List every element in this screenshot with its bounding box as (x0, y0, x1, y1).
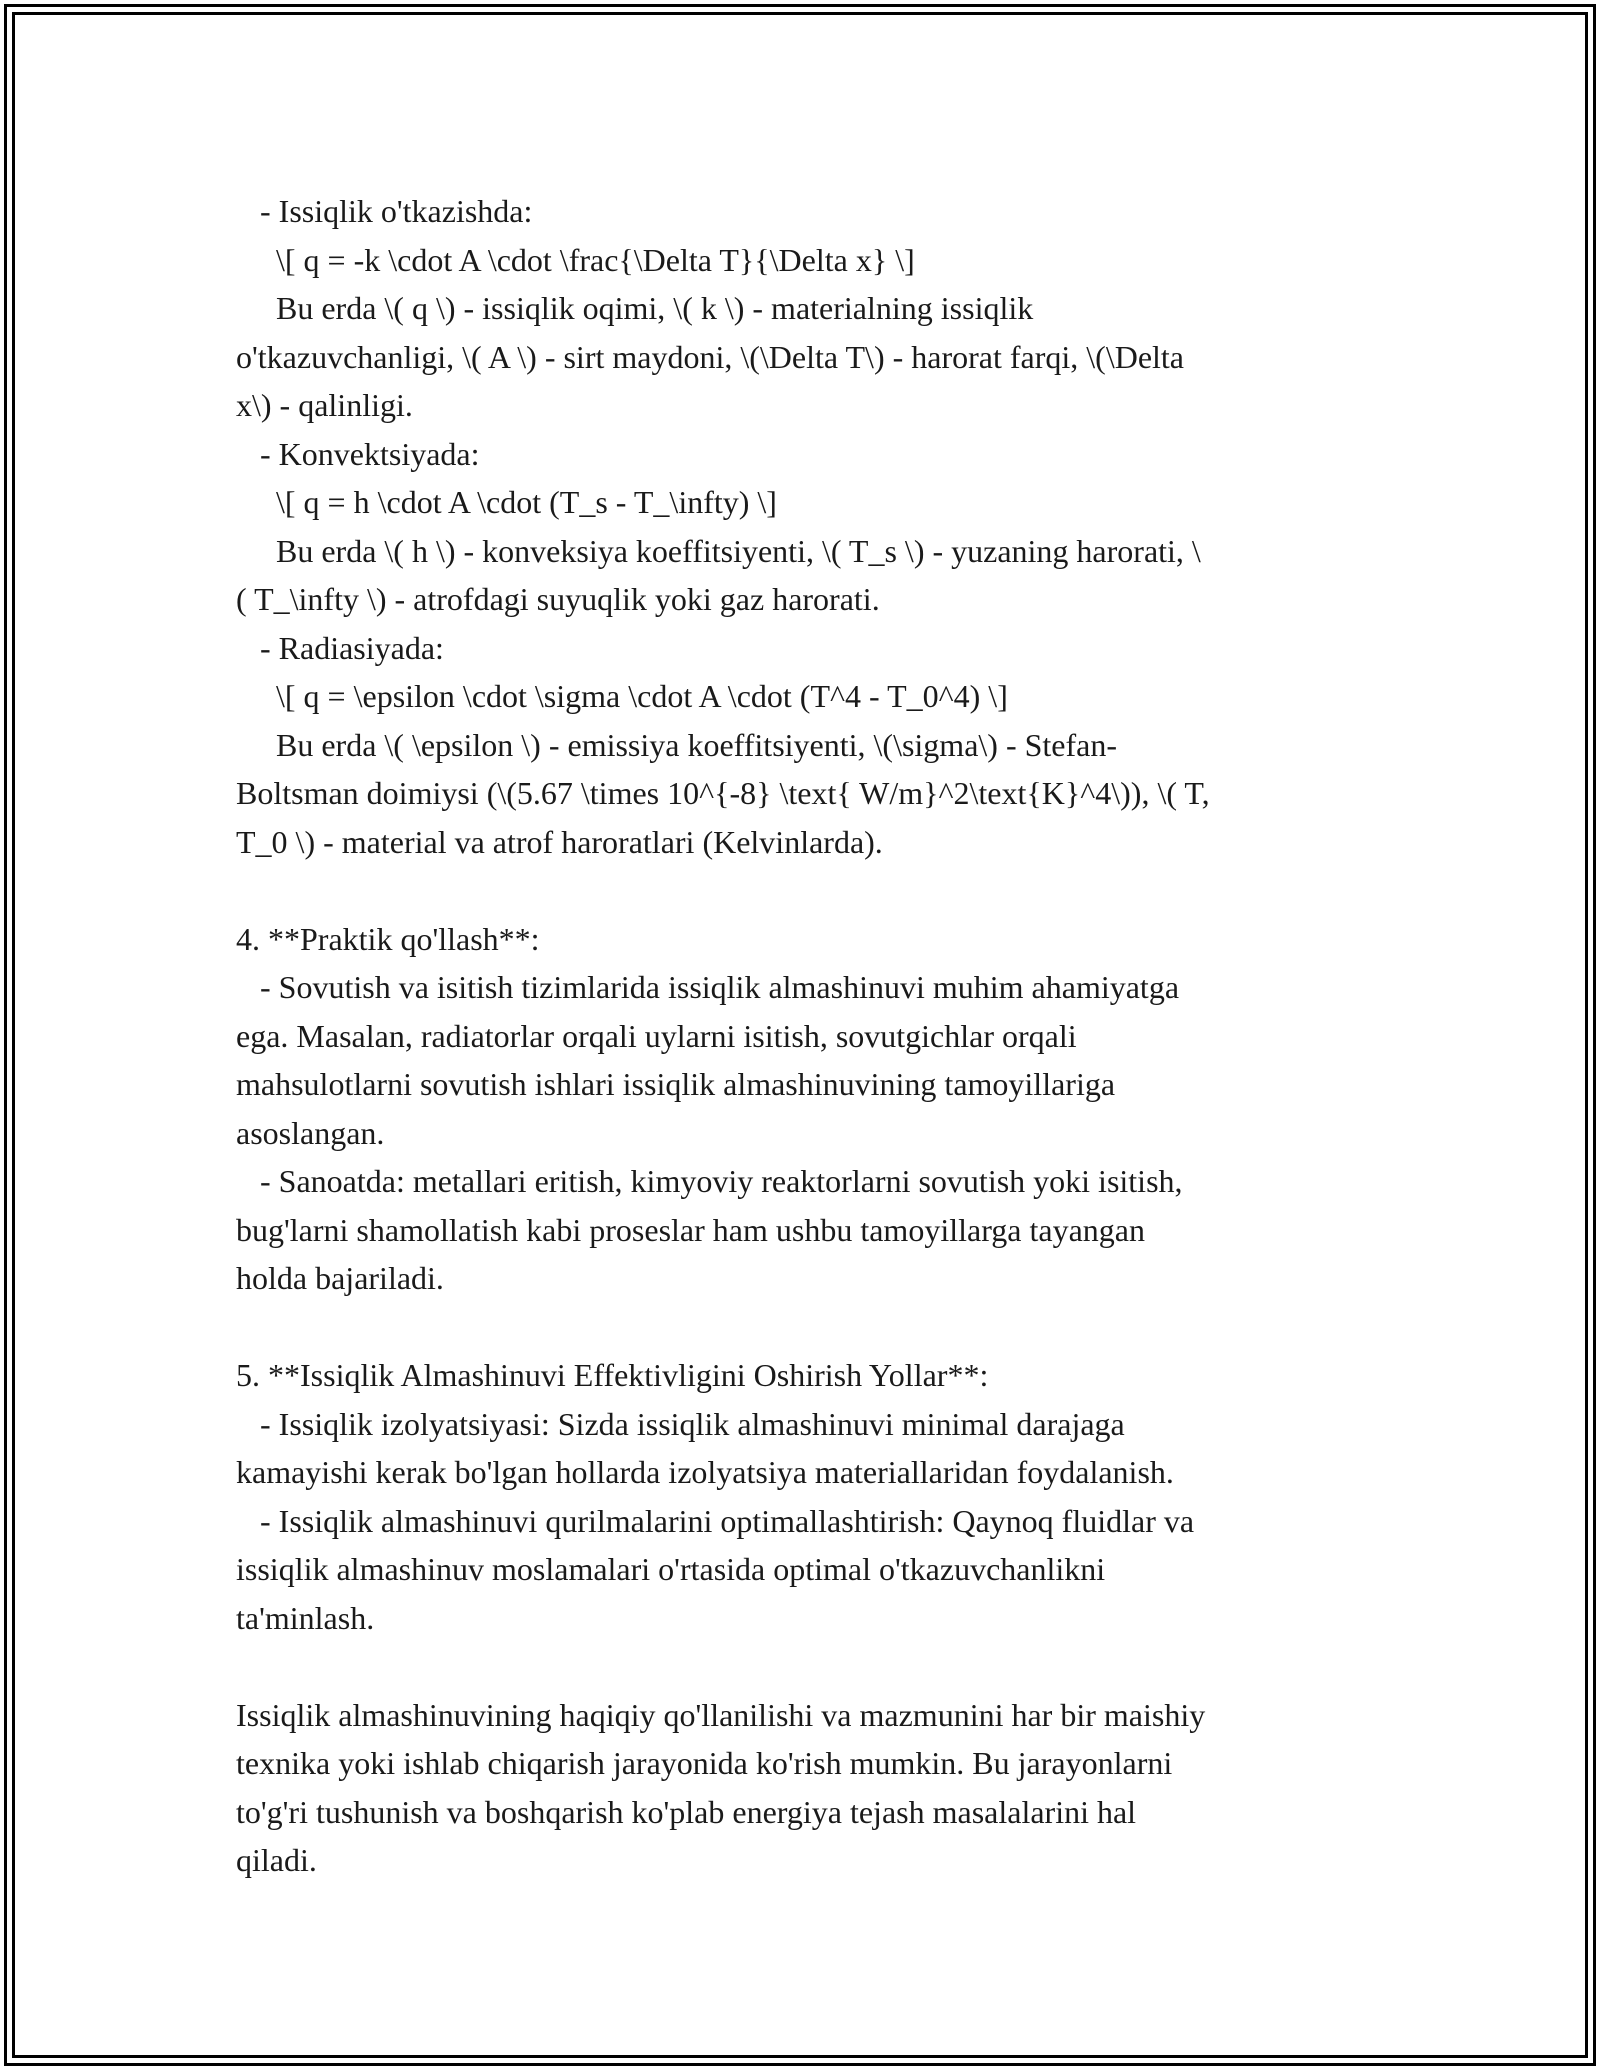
text-line: Bu erda \( \epsilon \) - emissiya koeffitsiyenti, \(\sigma\) - Stefan- (236, 726, 1117, 763)
text-line: - Konvektsiyada: (236, 435, 480, 472)
document-text (236, 187, 1366, 1885)
text-line: \[ q = h \cdot A \cdot (T_s - T_\infty) \] (236, 484, 777, 520)
text-line: to'g'ri tushunish va boshqarish ko'plab energiya tejash masalalarini hal (236, 1793, 1137, 1830)
text-line: o'tkazuvchanligi, \( A \) - sirt maydoni, \(\Delta T\) - harorat farqi, \(\Delta (236, 338, 1184, 375)
text-line: asoslangan. (236, 1114, 385, 1151)
text-line: - Sanoatda: metallari eritish, kimyoviy reaktorlarni sovutish yoki isitish, (236, 1163, 1183, 1199)
text-line: Bu erda \( h \) - konveksiya koeffitsiyenti, \( T_s \) - yuzaning harorati, \ (236, 532, 1201, 569)
text-line: 5. **Issiqlik Almashinuvi Effektivligini Oshirish Yollar**: (236, 1357, 989, 1393)
text-line: kamayishi kerak bo'lgan hollarda izolyatsiya materiallaridan foydalanish. (236, 1454, 1174, 1490)
blank-line (236, 1303, 1366, 1352)
text-line: issiqlik almashinuv moslamalari o'rtasida optimal o'tkazuvchanlikni (236, 1551, 1106, 1587)
text-line: - Sovutish va isitish tizimlarida issiqlik almashinuvi muhim ahamiyatga (236, 969, 1180, 1005)
blank-line (236, 1642, 1366, 1691)
text-line: - Issiqlik o'tkazishda: (236, 193, 533, 229)
blank-line (236, 866, 1366, 915)
text-line: Issiqlik almashinuvining haqiqiy qo'llanilishi va mazmunini har bir maishiy (236, 1696, 1206, 1733)
text-line: - Issiqlik almashinuvi qurilmalarini optimallashtirish: Qaynoq fluidlar va (236, 1502, 1195, 1539)
text-line: - Issiqlik izolyatsiyasi: Sizda issiqlik almashinuvi minimal darajaga (236, 1405, 1125, 1442)
text-line: ta'minlash. (236, 1599, 375, 1636)
text-line: texnika yoki ishlab chiqarish jarayonida ko'rish mumkin. Bu jarayonlarni (236, 1745, 1173, 1781)
text-line: Boltsman doimiysi (\(5.67 \times 10^{-8} \text{ W/m}^2\text{K}^4\)), \( T, (236, 775, 1210, 811)
text-line: \[ q = \epsilon \cdot \sigma \cdot A \cdot (T^4 - T_0^4) \] (236, 678, 1008, 714)
text-line: holda bajariladi. (236, 1260, 444, 1296)
text-line: 4. **Praktik qo'llash**: (236, 920, 540, 957)
text-line: T_0 \) - material va atrof haroratlari (Kelvinlarda). (236, 823, 883, 860)
text-line: bug'larni shamollatish kabi proseslar ham ushbu tamoyillarga tayangan (236, 1211, 1145, 1248)
text-line: Bu erda \( q \) - issiqlik oqimi, \( k \) - materialning issiqlik (236, 290, 1034, 326)
text-line: \[ q = -k \cdot A \cdot \frac{\Delta T}{\Delta x} \] (236, 241, 915, 278)
text-line: x\) - qalinligi. (236, 387, 413, 423)
text-line: ( T_\infty \) - atrofdagi suyuqlik yoki gaz harorati. (236, 581, 880, 617)
text-line: mahsulotlarni sovutish ishlari issiqlik almashinuvining tamoyillariga (236, 1066, 1116, 1102)
text-line: - Radiasiyada: (236, 629, 444, 666)
text-line: qiladi. (236, 1842, 317, 1878)
text-line: ega. Masalan, radiatorlar orqali uylarni isitish, sovutgichlar orqali (236, 1017, 1077, 1054)
